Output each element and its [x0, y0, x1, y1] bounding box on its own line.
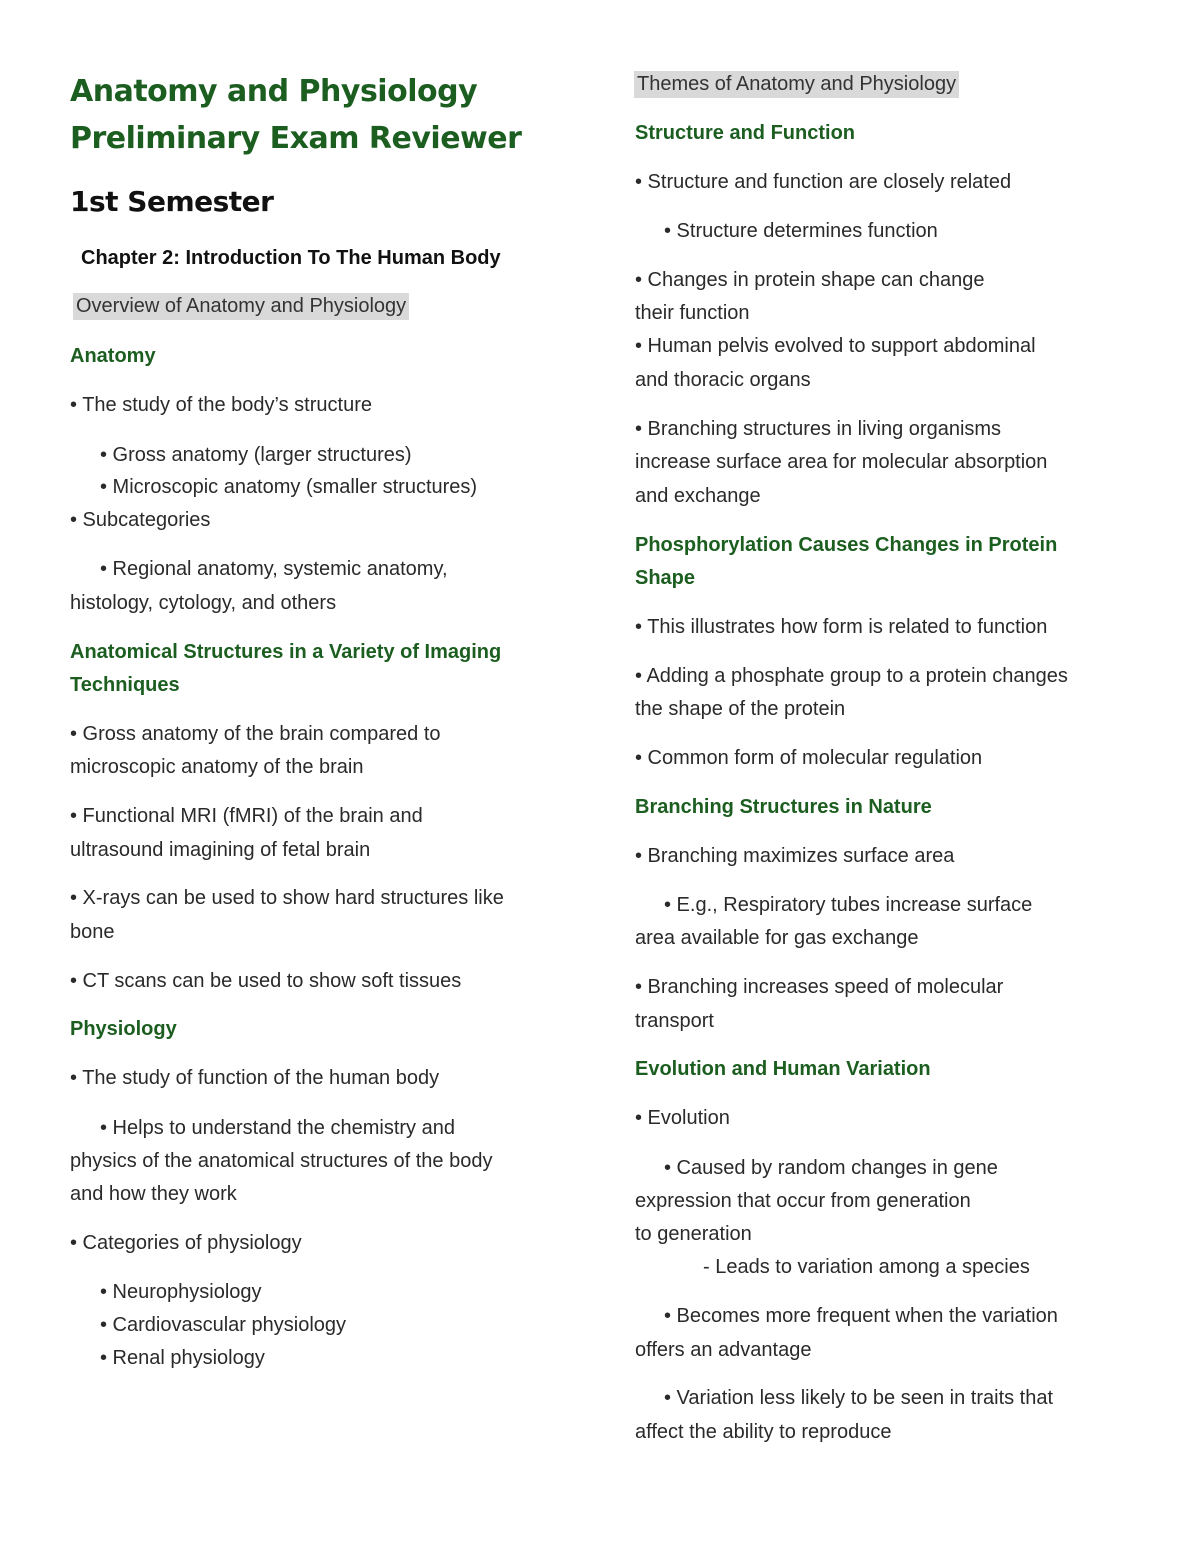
physiology-heading: Physiology	[70, 1018, 177, 1040]
evolution-sub-bullet-continued: offers an advantage	[635, 1339, 812, 1361]
phosphorylation-bullet: • This illustrates how form is related to function	[635, 616, 1048, 638]
anatomy-sub-bullet: • Gross anatomy (larger structures)	[100, 444, 412, 466]
structure-function-bullet: • Changes in protein shape can change	[635, 269, 985, 291]
evolution-sub-bullet: • Variation less likely to be seen in traits that	[664, 1387, 1054, 1409]
imaging-bullet-continued: microscopic anatomy of the brain	[70, 756, 364, 778]
overview-section-label: Overview of Anatomy and Physiology	[73, 293, 409, 320]
imaging-heading-continued: Techniques	[70, 674, 180, 696]
anatomy-heading: Anatomy	[70, 345, 156, 367]
semester-heading: 1st Semester	[70, 185, 274, 218]
evolution-sub-bullet: • Becomes more frequent when the variation	[664, 1305, 1058, 1327]
imaging-heading: Anatomical Structures in a Variety of Imaging	[70, 641, 502, 663]
structure-function-sub-bullet: • Structure determines function	[664, 220, 938, 242]
imaging-bullet: • Functional MRI (fMRI) of the brain and	[70, 805, 423, 827]
structure-function-bullet: • Human pelvis evolved to support abdominal	[635, 335, 1036, 357]
structure-function-bullet-continued: their function	[635, 302, 750, 324]
branching-sub-bullet-continued: area available for gas exchange	[635, 927, 919, 949]
branching-bullet: • Branching maximizes surface area	[635, 845, 955, 867]
anatomy-bullet: • The study of the body’s structure	[70, 394, 372, 416]
anatomy-sub-bullet: • Microscopic anatomy (smaller structures)	[100, 476, 478, 498]
physiology-sub-bullet: • Helps to understand the chemistry and	[100, 1117, 455, 1139]
anatomy-sub-bullet: • Regional anatomy, systemic anatomy,	[100, 558, 448, 580]
branching-bullet: • Branching increases speed of molecular	[635, 976, 1004, 998]
branching-bullet-continued: transport	[635, 1010, 714, 1032]
imaging-bullet: • Gross anatomy of the brain compared to	[70, 723, 441, 745]
physiology-bullet: • The study of function of the human body	[70, 1067, 440, 1089]
physiology-category-item: • Renal physiology	[100, 1347, 265, 1369]
structure-function-bullet-continued: increase surface area for molecular absorption	[635, 451, 1048, 473]
structure-function-bullet-continued: and exchange	[635, 485, 761, 507]
document-title-line-1: Anatomy and Physiology	[70, 74, 478, 109]
phosphorylation-bullet: • Common form of molecular regulation	[635, 747, 983, 769]
phosphorylation-bullet: • Adding a phosphate group to a protein changes	[635, 665, 1068, 687]
anatomy-sub-bullet-continued: histology, cytology, and others	[70, 592, 337, 614]
physiology-bullet: • Categories of physiology	[70, 1232, 302, 1254]
anatomy-bullet: • Subcategories	[70, 509, 211, 531]
branching-heading: Branching Structures in Nature	[635, 796, 932, 818]
evolution-heading: Evolution and Human Variation	[635, 1058, 931, 1080]
evolution-sub-bullet-continued: to generation	[635, 1223, 752, 1245]
evolution-sub-bullet-continued: expression that occur from generation	[635, 1190, 971, 1212]
imaging-bullet-continued: bone	[70, 921, 115, 943]
evolution-sub-bullet: • Caused by random changes in gene	[664, 1157, 998, 1179]
phosphorylation-bullet-continued: the shape of the protein	[635, 698, 846, 720]
themes-section-label: Themes of Anatomy and Physiology	[634, 71, 959, 98]
structure-function-bullet: • Structure and function are closely related	[635, 171, 1012, 193]
evolution-sub-bullet-continued: affect the ability to reproduce	[635, 1421, 892, 1443]
physiology-sub-bullet-continued: and how they work	[70, 1183, 237, 1205]
evolution-dash-item: - Leads to variation among a species	[703, 1256, 1030, 1278]
phosphorylation-heading: Phosphorylation Causes Changes in Protein	[635, 534, 1058, 556]
chapter-heading: Chapter 2: Introduction To The Human Body	[81, 247, 501, 269]
physiology-category-item: • Neurophysiology	[100, 1281, 262, 1303]
physiology-category-item: • Cardiovascular physiology	[100, 1314, 347, 1336]
imaging-bullet: • CT scans can be used to show soft tissues	[70, 970, 462, 992]
phosphorylation-heading-continued: Shape	[635, 567, 696, 589]
structure-function-bullet-continued: and thoracic organs	[635, 369, 811, 391]
branching-sub-bullet: • E.g., Respiratory tubes increase surface	[664, 894, 1033, 916]
document-title-line-2: Preliminary Exam Reviewer	[70, 121, 522, 156]
structure-function-bullet: • Branching structures in living organisms	[635, 418, 1002, 440]
structure-function-heading: Structure and Function	[635, 122, 855, 144]
imaging-bullet-continued: ultrasound imagining of fetal brain	[70, 839, 371, 861]
physiology-sub-bullet-continued: physics of the anatomical structures of the body	[70, 1150, 493, 1172]
evolution-bullet: • Evolution	[635, 1107, 730, 1129]
imaging-bullet: • X-rays can be used to show hard structures like	[70, 887, 504, 909]
